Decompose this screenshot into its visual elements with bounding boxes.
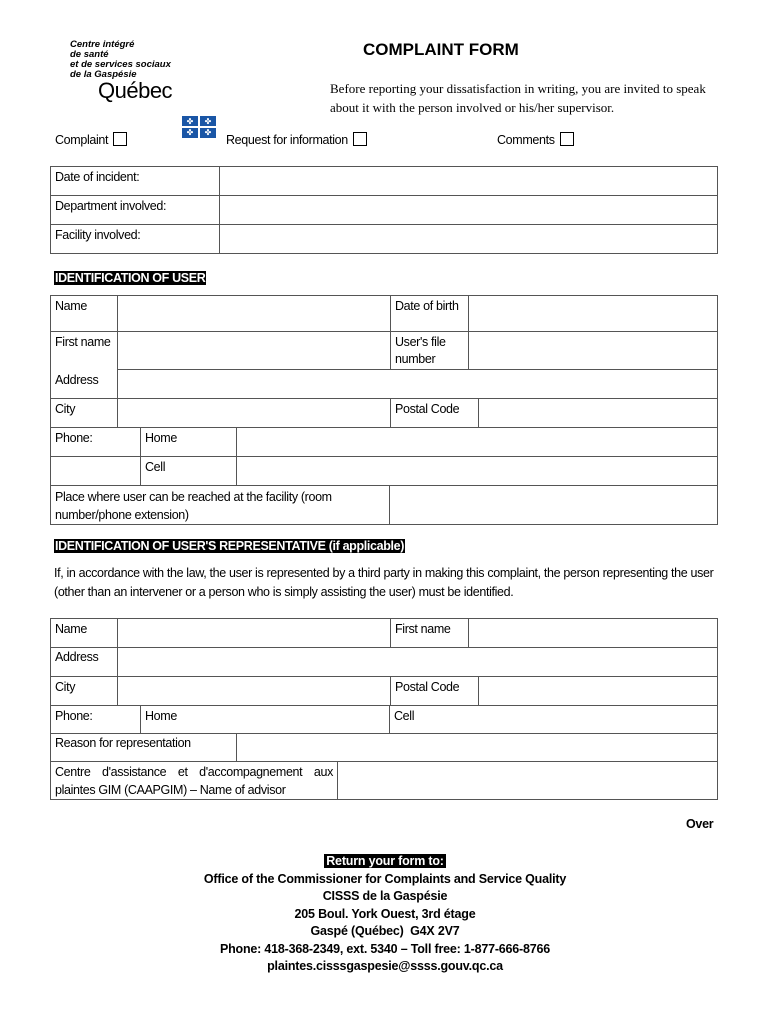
option-request-label: Request for information bbox=[226, 133, 348, 147]
rep-name-field[interactable] bbox=[118, 619, 391, 648]
user-section-heading: IDENTIFICATION OF USER bbox=[55, 271, 206, 285]
rep-reason-field[interactable] bbox=[237, 733, 718, 761]
rep-section-heading: IDENTIFICATION OF USER'S REPRESENTATIVE (if applicable) bbox=[55, 539, 405, 553]
user-table-top bbox=[50, 295, 718, 370]
rep-cell-label: Cell bbox=[390, 706, 718, 734]
rep-city-field[interactable] bbox=[118, 676, 391, 705]
rep-section-heading-wrap bbox=[54, 539, 405, 554]
user-table-phone bbox=[50, 427, 718, 486]
department-field[interactable] bbox=[220, 196, 718, 225]
option-complaint-label: Complaint bbox=[55, 133, 109, 147]
quebec-flag-icon: ✤ ✤ ✤ ✤ bbox=[182, 116, 216, 138]
comments-checkbox[interactable] bbox=[560, 132, 574, 146]
option-request[interactable] bbox=[226, 132, 367, 147]
over-label: Over bbox=[686, 817, 714, 831]
user-home-label: Home bbox=[141, 428, 237, 457]
user-address-field[interactable] bbox=[118, 370, 718, 399]
user-file-number-field[interactable] bbox=[469, 332, 718, 370]
user-section-heading-wrap bbox=[54, 271, 206, 286]
user-postal-label: Postal Code bbox=[391, 399, 479, 428]
rep-table-caapgim bbox=[50, 761, 718, 800]
user-name-label: Name bbox=[51, 296, 118, 332]
footer-city: Gaspé (Québec) G4X 2V7 bbox=[310, 924, 460, 938]
complaint-checkbox[interactable] bbox=[113, 132, 127, 146]
rep-table-reason bbox=[50, 733, 718, 762]
rep-postal-field[interactable] bbox=[479, 676, 718, 705]
user-cell-label: Cell bbox=[141, 457, 237, 486]
user-phone-label: Phone: bbox=[51, 428, 141, 457]
footer bbox=[85, 853, 685, 976]
rep-first-name-label: First name bbox=[391, 619, 469, 648]
logo-line-4: de la Gaspésie bbox=[70, 69, 137, 80]
logo bbox=[70, 39, 230, 137]
footer-email[interactable]: plaintes.cisssgaspesie@ssss.gouv.qc.ca bbox=[267, 959, 503, 973]
footer-phone: Phone: 418-368-2349, ext. 5340 – Toll free: 1-877-666-8766 bbox=[219, 941, 551, 956]
rep-city-label: City bbox=[51, 676, 118, 705]
rep-phone-label: Phone: bbox=[51, 706, 141, 734]
department-label: Department involved: bbox=[51, 196, 220, 225]
rep-address-field[interactable] bbox=[118, 647, 718, 676]
rep-first-name-field[interactable] bbox=[469, 619, 718, 648]
rep-table-top bbox=[50, 618, 718, 648]
logo-line-2: de santé bbox=[70, 49, 109, 60]
footer-street: 205 Boul. York Ouest, 3rd étage bbox=[294, 906, 476, 921]
user-file-number-label: User's file number bbox=[391, 332, 469, 370]
rep-address-label: Address bbox=[51, 647, 118, 676]
user-city-field[interactable] bbox=[118, 399, 391, 428]
footer-return-heading: Return your form to: bbox=[326, 854, 444, 868]
user-cell-field[interactable] bbox=[237, 457, 718, 486]
user-first-name-label: First name bbox=[51, 332, 118, 370]
rep-home-label: Home bbox=[141, 706, 390, 734]
option-comments[interactable] bbox=[497, 132, 574, 147]
user-postal-field[interactable] bbox=[479, 399, 718, 428]
user-reach-field[interactable] bbox=[390, 486, 718, 525]
logo-wordmark: Québec bbox=[98, 78, 173, 103]
user-dob-field[interactable] bbox=[469, 296, 718, 332]
incident-date-label: Date of incident: bbox=[51, 167, 220, 196]
incident-table bbox=[50, 166, 718, 254]
logo-org-name bbox=[70, 40, 230, 80]
rep-postal-label: Postal Code bbox=[391, 676, 479, 705]
facility-label: Facility involved: bbox=[51, 225, 220, 254]
user-table-address bbox=[50, 369, 718, 428]
footer-cisss: CISSS de la Gaspésie bbox=[322, 889, 448, 903]
user-name-field[interactable] bbox=[118, 296, 391, 332]
user-phone-blank bbox=[51, 457, 141, 486]
user-reach-label: Place where user can be reached at the facility (room number/phone extension) bbox=[51, 486, 390, 525]
logo-line-1: Centre intégré bbox=[70, 39, 135, 50]
user-home-field[interactable] bbox=[237, 428, 718, 457]
logo-line-3: et de services sociaux bbox=[70, 59, 171, 70]
rep-reason-label: Reason for representation bbox=[51, 733, 237, 761]
request-checkbox[interactable] bbox=[353, 132, 367, 146]
user-address-label: Address bbox=[51, 370, 118, 399]
rep-table-phone bbox=[50, 705, 718, 734]
user-city-label: City bbox=[51, 399, 118, 428]
rep-intro: If, in accordance with the law, the user is represented by a third party in making this complaint, the person representing the user (other than an intervener or a person who is simply assisting the user) must be identified. bbox=[54, 566, 714, 599]
incident-date-field[interactable] bbox=[220, 167, 718, 196]
rep-caapgim-label: Centre d'assistance et d'accompagnement aux plaintes GIM (CAAPGIM) – Name of advisor bbox=[51, 761, 338, 800]
user-table-reach bbox=[50, 485, 718, 525]
user-first-name-field[interactable] bbox=[118, 332, 391, 370]
rep-table-address bbox=[50, 647, 718, 706]
intro-text: Before reporting your dissatisfaction in writing, you are invited to speak about it with the person involved or his/her supervisor. bbox=[330, 81, 706, 115]
page-title: COMPLAINT FORM bbox=[363, 40, 519, 59]
rep-caapgim-field[interactable] bbox=[338, 761, 718, 800]
user-dob-label: Date of birth bbox=[391, 296, 469, 332]
option-comments-label: Comments bbox=[497, 133, 555, 147]
facility-field[interactable] bbox=[220, 225, 718, 254]
footer-office: Office of the Commissioner for Complaints and Service Quality bbox=[203, 871, 567, 886]
rep-name-label: Name bbox=[51, 619, 118, 648]
option-complaint[interactable] bbox=[55, 132, 127, 147]
